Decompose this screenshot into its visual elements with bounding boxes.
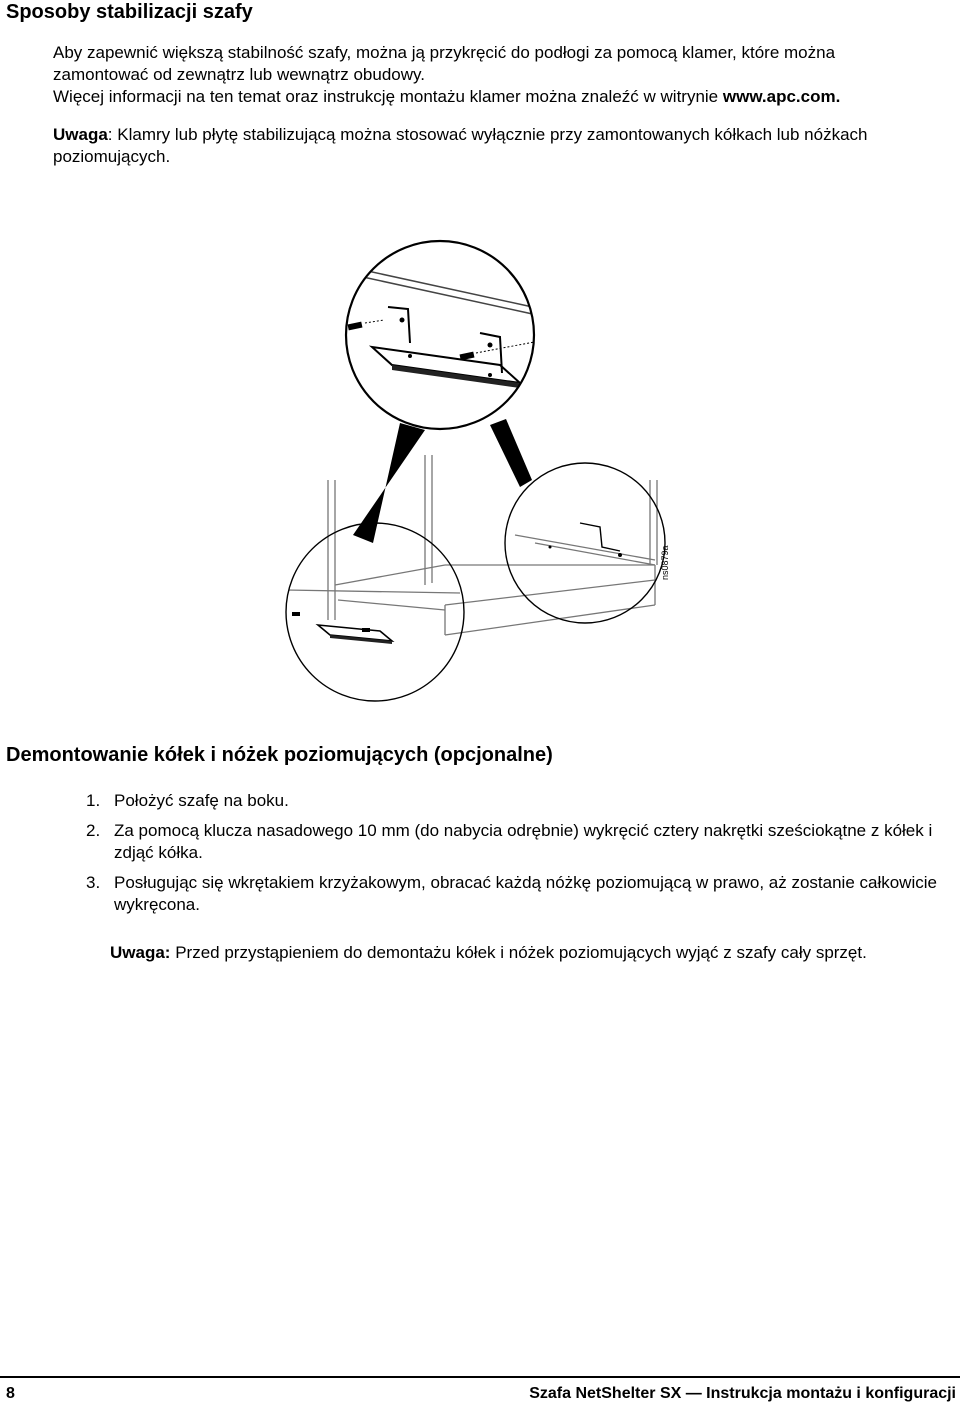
step-number: 2. [86,821,101,840]
intro-paragraph: Aby zapewnić większą stabilność szafy, można ją przykręcić do podłogi za pomocą klamer, które można zamontować od zewnątrz lub wewnątrz obudowy. Więcej informacji na ten temat oraz instrukcję montażu klamer można znaleźć w witrynie www.apc.com. [53,43,841,106]
page-number: 8 [6,1385,15,1402]
intro-line-1: Aby zapewnić większą stabilność szafy, można ją przykręcić do podłogi za pomocą klamer, które można [53,43,836,62]
apc-website-link[interactable]: www.apc.com [722,87,836,106]
list-item [86,790,952,812]
step-number: 3. [86,873,101,892]
stabilizer-bracket-illustration [280,225,680,710]
bracket-inside-mounting-detail [515,523,655,565]
intro-line-3: Więcej informacji na ten temat oraz instrukcję montażu klamer można znaleźć w witrynie [53,87,719,106]
magnifier-circle-large [346,241,534,429]
bracket-diagram-svg [280,225,680,710]
step-text: Położyć szafę na boku. [114,791,289,810]
intro-line-2: zamontować od zewnątrz lub wewnątrz obudowy. [53,65,425,84]
footer-divider [0,1376,960,1378]
step-text: Posługując się wkrętakiem krzyżakowym, obracać każdą nóżkę poziomującą w prawo, aż zostanie całkowicie wykręcona. [114,873,937,914]
steps-list [86,790,952,924]
magnifier-circle-left [286,523,464,701]
note-paragraph [53,124,948,168]
note-label: Uwaga [53,125,108,144]
warning-note-label: Uwaga: [110,943,171,962]
section-title-remove-casters: Demontowanie kółek i nóżek poziomujących (opcjonalne) [6,744,553,766]
note-text: : Klamry lub płytę stabilizującą można stosować wyłącznie przy zamontowanych kółkach lub nóżkach poziomujących. [53,125,868,166]
step-number: 1. [86,791,101,810]
footer-document-title: Szafa NetShelter SX — Instrukcja montażu i konfiguracji [529,1385,956,1402]
figure-id-label: ns0879a [660,545,670,580]
step-text: Za pomocą klucza nasadowego 10 mm (do nabycia odrębnie) wykręcić cztery nakrętki sześciokątne z kółek i zdjąć kółka. [114,821,933,862]
magnifier-circle-right [505,463,665,623]
list-item [86,820,952,864]
callout-pointer-right [490,419,532,487]
cabinet-frame [328,455,657,635]
warning-note [110,942,950,964]
section-title-stabilization: Sposoby stabilizacji szafy [6,1,253,23]
bracket-outside-mounting-detail [285,590,460,644]
warning-note-text: Przed przystąpieniem do demontażu kółek i nóżek poziomujących wyjąć z szafy cały sprzęt. [170,943,867,962]
list-item [86,872,952,916]
callout-pointer-left [353,423,425,543]
